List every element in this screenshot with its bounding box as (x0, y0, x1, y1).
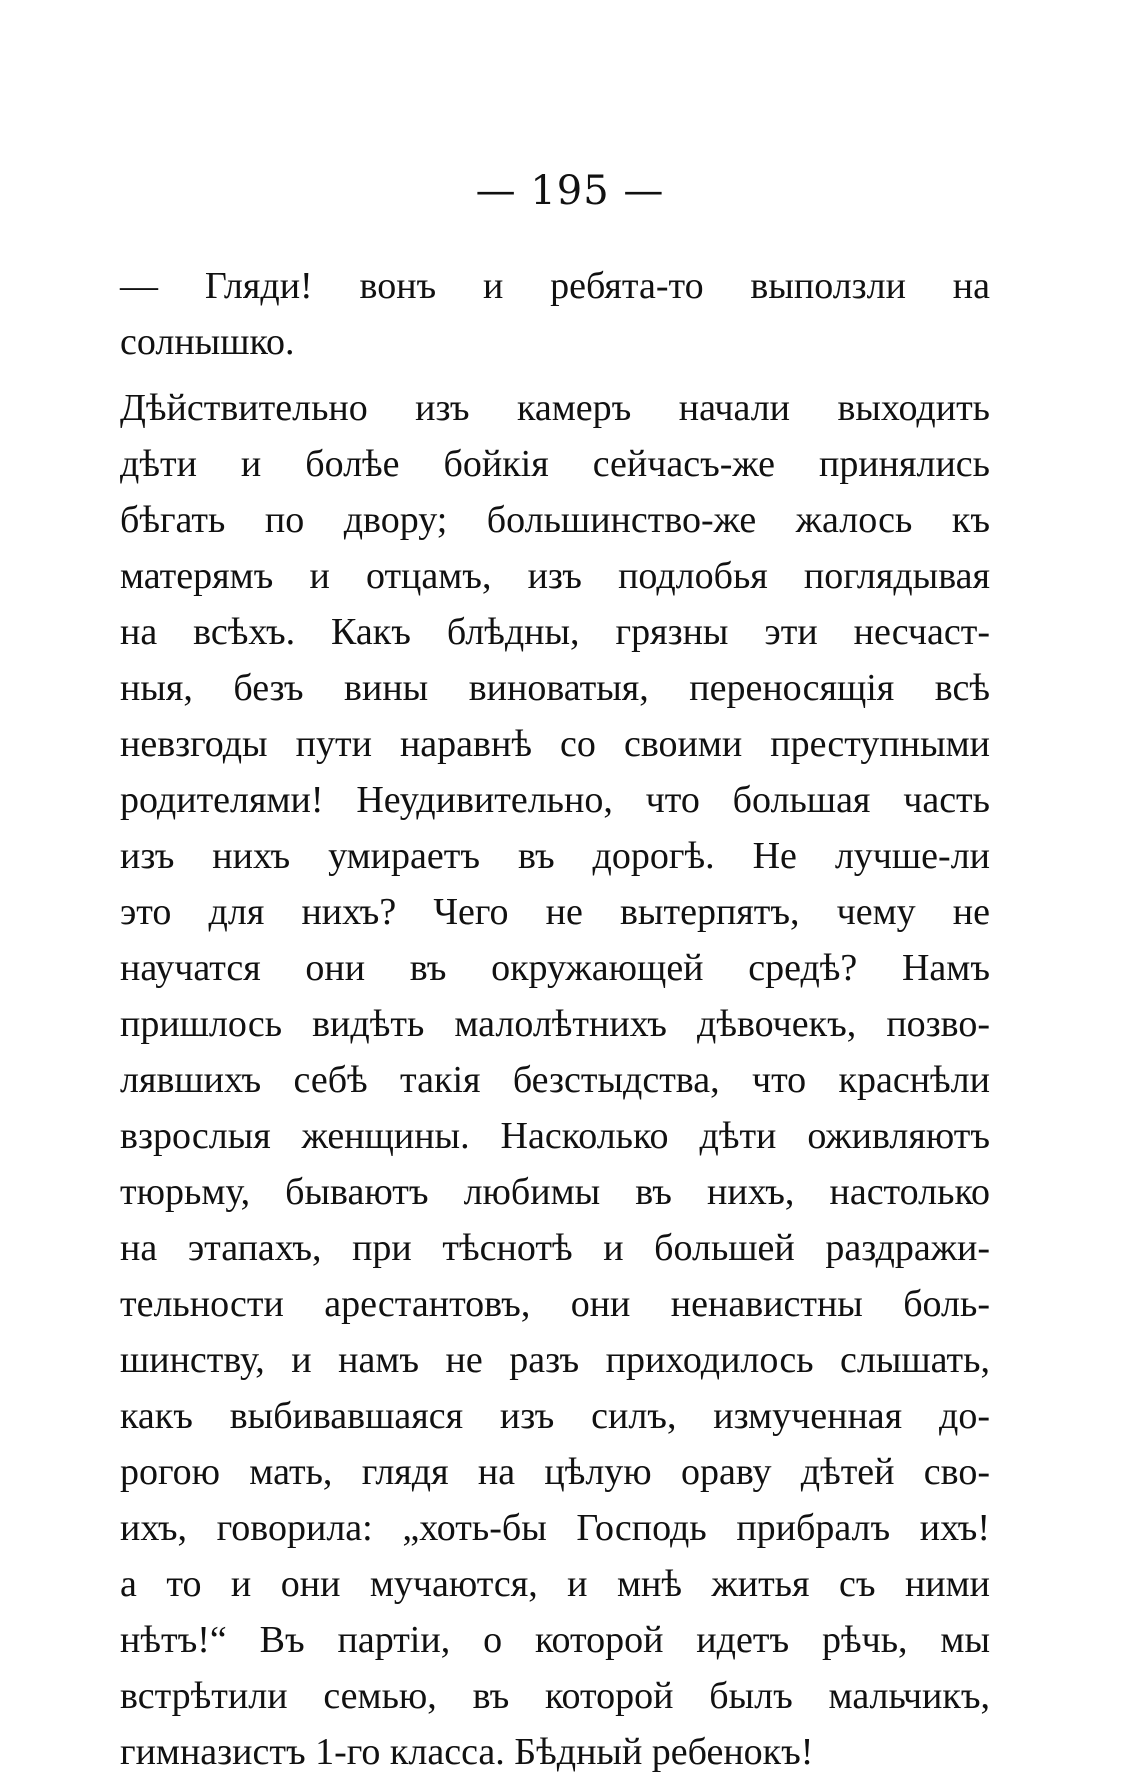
text-line: встрѣтили семью, въ которой былъ мальчикъ, (120, 1675, 990, 1717)
text-line: матерямъ и отцамъ, изъ подлобья поглядывая (120, 555, 990, 597)
text-line: невзгоды пути наравнѣ со своими преступными (120, 723, 990, 765)
text-line: это для нихъ? Чего не вытерпятъ, чему не (120, 891, 990, 933)
text-line: — Гляди! вонъ и ребята-то выползли на (120, 265, 990, 307)
text-line: а то и они мучаются, и мнѣ житья съ ними (120, 1563, 990, 1605)
text-line: пришлось видѣть малолѣтнихъ дѣвочекъ, позво- (120, 1003, 990, 1045)
text-line: лявшихъ себѣ такія безстыдства, что краснѣли (120, 1059, 990, 1101)
text-line: солнышко. (120, 321, 295, 363)
page-number: — 195 — (475, 168, 665, 214)
body-text (120, 258, 990, 1780)
text-line: нѣтъ!“ Въ партіи, о которой идетъ рѣчь, мы (120, 1619, 990, 1661)
text-line: на этапахъ, при тѣснотѣ и большей раздражи- (120, 1227, 990, 1269)
text-line: какъ выбивавшаяся изъ силъ, измученная до- (120, 1395, 990, 1437)
text-line: Дѣйствительно изъ камеръ начали выходить (120, 387, 990, 429)
text-line: тельности арестантовъ, они ненавистны боль- (120, 1283, 990, 1325)
text-line: шинству, и намъ не разъ приходилось слышать, (120, 1339, 990, 1381)
text-line: научатся они въ окружающей средѣ? Намъ (120, 947, 990, 989)
text-line: рогою мать, глядя на цѣлую ораву дѣтей сво- (120, 1451, 990, 1493)
text-line: тюрьму, бываютъ любимы въ нихъ, настолько (120, 1171, 990, 1213)
text-line: ныя, безъ вины виноватыя, переносящія всѣ (120, 667, 990, 709)
text-line: на всѣхъ. Какъ блѣдны, грязны эти несчаст- (120, 611, 990, 653)
text-line: взрослыя женщины. Насколько дѣти оживляютъ (120, 1115, 990, 1157)
text-line: родителями! Неудивительно, что большая часть (120, 779, 990, 821)
text-line: бѣгать по двору; большинство-же жалось къ (120, 499, 990, 541)
text-line: ихъ, говорила: „хоть-бы Господь прибралъ ихъ! (120, 1507, 990, 1549)
text-line: изъ нихъ умираетъ въ дорогѣ. Не лучше-ли (120, 835, 990, 877)
text-line: дѣти и болѣе бойкія сейчасъ-же принялись (120, 443, 990, 485)
text-line: гимназистъ 1-го класса. Бѣдный ребенокъ! (120, 1731, 814, 1773)
